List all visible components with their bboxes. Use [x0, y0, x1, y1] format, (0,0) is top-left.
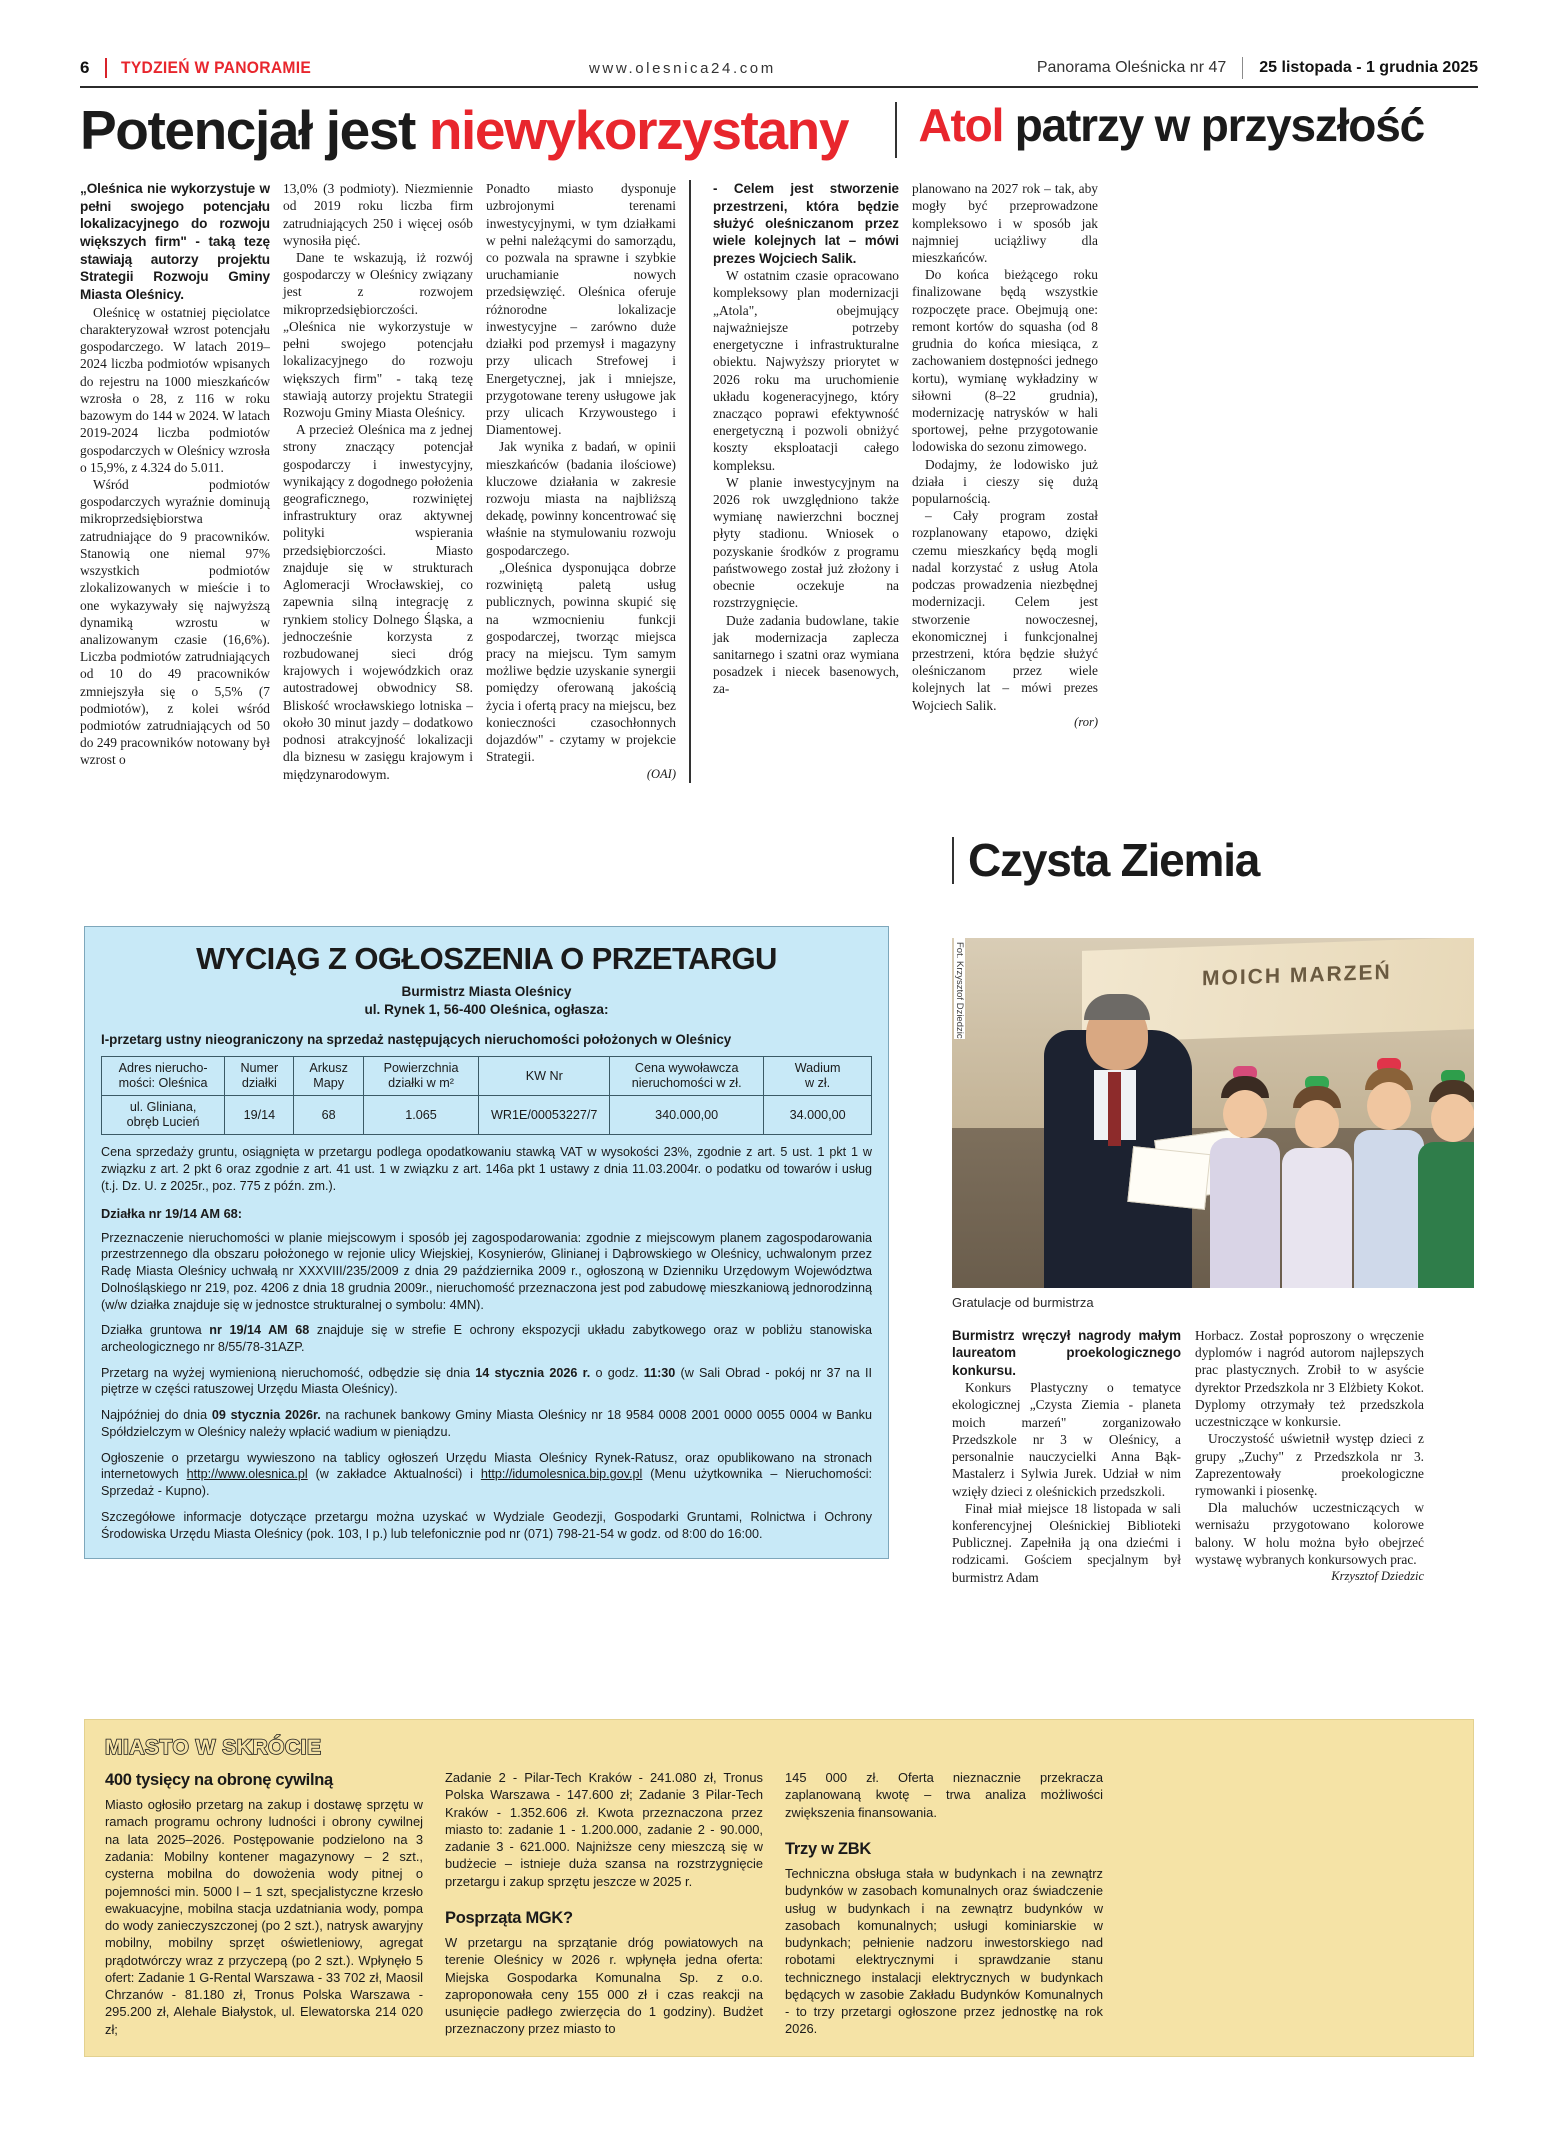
tender-lead: I-przetarg ustny nieograniczony na sprzedaż następujących nieruchomości położonych w Oleśnicy [101, 1031, 732, 1047]
th-map-sheet: Arkusz Mapy [294, 1056, 363, 1095]
td-address: ul. Gliniana, obręb Lucień [102, 1096, 225, 1135]
brief-body-civil-defense: Miasto ogłosiło przetarg na zakup i dostawę sprzętu w ramach programu ochrony ludności i obrony cywilnej na lata 2025–2026. Postępowanie podzielono na 3 zadania: Mobilny kontener magazynowy – 2 szt., cysterna mobilna do dowożenia wody pitnej o pojemności min. 5000 l – 1 szt, specjalistyczne krzesło ewakuacyjne, mobilna stacja uzdatniania wody, pompa do wody zanieczyszczonej (po 2 szt.), natrysk awaryjny mobilny, mobilny sprzęt oświetleniowy, agregat prądotwórczy wraz z przyczepą (po 2 szt.). Wpłynęło 5 ofert: Zadanie 1 G-Rental Warszawa - 33 702 zł, Maosil Chrzanów - 81.180 zł, Tronus Polska Warszawa - 295.200 zł, Alehale Białystok, ul. Elewatorska 214 020 zł; [105, 1797, 423, 2037]
photo-credit: Fot. Krzysztof Dziedzic [954, 938, 965, 1039]
td-map-sheet: 68 [294, 1096, 363, 1135]
tender-subtitle-2: ul. Rynek 1, 56-400 Oleśnica, ogłasza: [364, 1002, 609, 1018]
atol-c2-p4: – Cały program został rozplanowany etapowo, dzięki czemu mieszkańcy będą mogli nadal korzystać z usług Atola podczas prowadzenia niezbędnej modernizacji. Celem jest stworzenie nowoczesnej, ekonomicznej i funkcjonalnej przestrzeni, która będzie służyć oleśniczanom przez wiele kolejnych lat – mówi prezes Wojciech Salik. [912, 508, 1098, 713]
atol-c1-p2: W planie inwestycyjnym na 2026 rok uwzględniono także wymianę nawierzchni bocznej płyty stadionu. Wniosek o pozyskanie środków z programu państwowego został już złożony i obecnie oczekuje na rozstrzygnięcie. [713, 474, 899, 611]
newspaper-page [0, 50, 1558, 2152]
main-c2-p3: A przecież Oleśnica ma z jednej strony znaczący potencjał gospodarczy i inwestycyjny, wynikający z dogodnego położenia geograficznego, rozwiniętej infrastruktury oraz aktywnej polityki wspierania przedsiębiorczości. Miasto znajduje się w strukturach Aglomeracji Wrocławskiej, co zapewnia silną integrację z rynkiem stolicy Dolnego Śląska, a jednocześnie korzysta z rozbudowanej sieci dróg krajowych i wojewódzkich oraz autostradowej obwodnicy S8. Bliskość wrocławskiego lotniska – około 30 minut jazdy – dodatkowo podnosi atrakcyjność lokalizacji dla biznesu w zasięgu krajowym i międzynarodowym. [283, 422, 473, 782]
dep-c: na rachunek bankowy Gminy Miasta Oleśnicy nr 18 9584 0008 2001 0000 0055 0004 w Banku Spółdzielczym w Oleśnicy należy wpłacić wadium w pieniądzu. [101, 1408, 872, 1439]
headline-atol-wrap [895, 99, 1478, 158]
headline-row [80, 99, 1478, 161]
main-c2-p1: 13,0% (3 podmioty). Niezmiennie od 2019 roku liczba firm zatrudniających 250 i więcej osób wynosiła pięć. [283, 181, 473, 248]
atol-lead: - Celem jest stworzenie przestrzeni, która będzie służyć oleśniczanom przez wiele kolejnych lat – mówi prezes Wojciech Salik. [713, 181, 899, 266]
city-brief-box [84, 1719, 1474, 2057]
th-kw: KW Nr [479, 1056, 610, 1095]
table-row [102, 1096, 872, 1135]
tender-title: WYCIĄG Z OGŁOSZENIA O PRZETARGU [196, 941, 777, 976]
brief-column-1 [105, 1769, 445, 2038]
atol-c2-p2: Do końca bieżącego roku finalizowane będą wszystkie rozpoczęte prace. Obejmują one: remont kortów do squasha (od 8 grudnia do końca miesiąca, z zachowaniem dostępności jednego kortu), wymianę wykładziny w siłowni (8–22 grudnia), modernizację natrysków w hali sportowej, pełne przygotowanie lodowiska do sezonu zimowego. [912, 267, 1098, 455]
th-area: Powierzchnia działki w m² [363, 1056, 479, 1095]
th-address: Adres nierucho- mości: Oleśnica [102, 1056, 225, 1095]
brief-body-mgk-continued: 145 000 zł. Oferta nieznacznie przekracza zaplanowaną kwotę – trwa analiza możliwości zwiększenia finansowania. [785, 1770, 1103, 1820]
city-brief-columns [105, 1769, 1453, 2038]
issue-date: 25 listopada - 1 grudnia 2025 [1259, 59, 1479, 76]
date-e: (w Sali Obrad - pokój nr 37 na II piętrze w części ratuszowej Urzędu Miasta Oleśnicy). [101, 1365, 873, 1397]
main-column-2 [283, 180, 486, 783]
brief-column-2 [445, 1769, 785, 2038]
tender-paragraph-zone [101, 1322, 872, 1355]
photo-diploma-2 [1127, 1146, 1210, 1210]
atol-column-1 [713, 180, 912, 783]
atol-c1-p1: W ostatnim czasie opracowano kompleksowy plan modernizacji „Atola", obejmujący najważniejsze potrzeby energetyczne i infrastrukturalne obiektu. Najwyższy priorytet w 2026 roku ma uruchomienie układu kogeneracyjnego, który znacząco poprawi efektywność energetyczną i pozwoli obniżyć koszty eksploatacji całego kompleksu. [713, 268, 899, 473]
atol-article [689, 180, 1111, 783]
tender-link-olesnica[interactable]: http://www.olesnica.pl [186, 1467, 308, 1482]
main-lead: „Oleśnica nie wykorzystuje w pełni swojego potencjału lokalizacyjnego do rozwoju większych firm" - taką tezę stawiają autorzy projektu Strategii Rozwoju Gminy Miasta Oleśnicy. [80, 181, 270, 303]
website-url[interactable]: www.olesnica24.com [588, 59, 776, 77]
tender-subtitle-1: Burmistrz Miasta Oleśnicy [401, 984, 572, 999]
headline-atol-part1: Atol [918, 99, 1004, 151]
td-kw: WR1E/00053227/7 [479, 1096, 610, 1135]
ziemia-c2-p1: Horbacz. Został poproszony o wręczenie dyplomów i nagród autorom najlepszych prac plastycznych. Zrobił to w asyście dyrektor Przedszkola nr 3 Elżbiety Kokot. Dyplomy otrzymały też przedszkola uczestniczące w konkursie. [1195, 1328, 1424, 1430]
td-price: 340.000,00 [610, 1096, 764, 1135]
ziemia-columns [952, 1327, 1474, 1586]
date-b: 14 stycznia 2026 r. [475, 1365, 591, 1380]
pub-b: (w zakładce Aktualności) i [307, 1467, 481, 1482]
tender-table-body [102, 1096, 872, 1135]
dep-b: 09 stycznia 2026r. [211, 1408, 321, 1423]
tender-paragraph-plan: Przeznaczenie nieruchomości w planie miejscowym i sposób jej zagospodarowania: zgodnie z miejscowym planem zagospodarowania przestrzennego dla obszaru położonego w rejonie ulicy Wiejskiej, Kosynierów, Glinianej i Dąbrowskiego w Oleśnicy, uchwalonym przez Radę Miasta Oleśnicy uchwałą nr XXXVIII/235/2009 z dnia 29 października 2009 r., ogłoszoną w Dzienniku Urzędowym Województwa Dolnośląskiego nr 219, poz. 4206 z dnia 18 grudnia 2009r., nieruchomość przeznaczona jest pod zabudowę mieszkaniową jednorodzinną (w/w działka znajduje się w jednostce strukturalnej o symbolu: 4MN). [101, 1230, 872, 1312]
main-signature: (OAI) [646, 766, 676, 781]
pub-c: (Menu użytkownika – Nieruchomości: Sprzedaż - Kupno). [101, 1467, 873, 1499]
photo-caption: Gratulacje od burmistrza [952, 1295, 1094, 1310]
atol-column-2 [912, 180, 1111, 783]
ziemia-c2-p3: Dla maluchów uczestniczących w wernisażu przygotowano kolorowe balony. W holu można było obejrzeć wystawę wybranych konkursowych prac. [1195, 1500, 1424, 1567]
ziemia-photo-block [952, 938, 1474, 1310]
brief-title-mgk: Posprząta MGK? [445, 1908, 573, 1927]
ziemia-c1-p1: Konkurs Plastyczny o tematyce ekologicznej „Czysta Ziemia - planeta moich marzeń" zorganizowało Przedszkole nr 3 w Oleśnicy, a personalnie nauczycielki Anna Bąk-Mastalerz i Sylwia Jurek. Udział w nim wzięły dzieci z oleśnickich przedszkoli. [952, 1380, 1181, 1499]
article-columns [80, 180, 1478, 783]
event-photo [952, 938, 1474, 1288]
brief-title-civil-defense: 400 tysięcy na obronę cywilną [105, 1771, 333, 1789]
headline-atol [918, 99, 1478, 151]
headline-atol-part2: patrzy w przyszłość [1003, 99, 1424, 151]
dep-a: Najpóźniej do dnia [101, 1408, 212, 1423]
tender-paragraph-deposit [101, 1407, 872, 1440]
th-price: Cena wywoławcza nieruchomości w zł. [610, 1056, 764, 1095]
ziemia-c2-p2: Uroczystość uświetnił występ dzieci z grupy „Zuchy" z Przedszkola nr 3. Zaprezentowały proekologiczne rymowanki i piosenkę. [1195, 1431, 1424, 1498]
brief-body-zbk: Techniczna obsługa stała w budynkach i na zewnątrz budynków w zasobach komunalnych oraz świadczenie usług w budynkach i na zewnątrz budynków w zasobach komunalnych; usługi kominiarskie w budynkach; pełnienie nadzoru inwestorskiego nad robotami elektrycznymi i sprawdzanie stanu technicznego instalacji elektrycznych w budynkach będących w zasobie Zakładu Budynków Komunalnych - to trzy przetargi ogłoszone przez jednostkę na rok 2026. [785, 1865, 1103, 2037]
atol-signature: (ror) [1074, 714, 1098, 729]
photo-banner-text: MOICH MARZEŃ [1202, 960, 1392, 991]
td-deposit: 34.000,00 [764, 1096, 872, 1135]
th-plot-number: Numer działki [225, 1056, 294, 1095]
tender-paragraph-date [101, 1365, 872, 1398]
masthead [80, 50, 1478, 88]
paper-issue: Panorama Oleśnicka nr 47 [1036, 59, 1227, 76]
ziemia-c1-p2: Finał miał miejsce 18 listopada w sali konferencyjnej Oleśnickiej Biblioteki Publicznej. Zapełniła ją ona dziećmi i rodzicami. Gościem specjalnym był burmistrz Adam [952, 1500, 1181, 1585]
atol-c2-p3: Dodajmy, że lodowisko już działa i cieszy się dużą popularnością. [912, 456, 1098, 507]
page-number: 6 [80, 58, 90, 77]
date-c: o godz. [590, 1365, 644, 1380]
masthead-vline [1242, 57, 1243, 79]
th-deposit: Wadium w zł. [764, 1056, 872, 1095]
brief-body-mgk: W przetargu na sprzątanie dróg powiatowych na terenie Oleśnicy w 2026 r. wpłynęła jedna oferta: Miejska Gospodarka Komunalna Sp. z o.o. zaproponowała ceny 155 000 zł i czas reakcji na usunięcie padłego zwierzęcia do 1 godziny). Budżet przeznaczony przez miasto to [445, 1935, 763, 2037]
ziemia-headline-wrap [952, 834, 1474, 886]
ziemia-lead: Burmistrz wręczył nagrody małym laureatom proekologicznego konkursu. [952, 1328, 1181, 1378]
tender-heading-plot: Działka nr 19/14 AM 68: [101, 1205, 243, 1221]
main-c1-p1: Oleśnicę w ostatniej pięciolatce charakteryzował wzrost potencjału gospodarczego. W latach 2019–2024 liczba podmiotów wpisanych do rejestru na 1000 mieszkańców wzrosła o 28, z 116 w roku bazowym do 144 w 2024. W latach 2019-2024 liczba podmiotów gospodarczych w Oleśnicy wzrosła o 15,9%, z 4.324 do 5.011. [80, 304, 270, 475]
photo-child-4 [1418, 1070, 1474, 1288]
tender-link-bip[interactable]: http://idumolesnica.bip.gov.pl [480, 1467, 643, 1482]
tender-paragraph-publication [101, 1450, 872, 1500]
main-c1-p2: Wśród podmiotów gospodarczych wyraźnie dominują mikroprzedsiębiorstwa zatrudniające do 9 pracowników. Stanowią one niemal 97% wszystkich podmiotów zlokalizowanych w mieście i to one wykazywały się najwyższą dynamiką wzrostu w analizowanym czasie (16,6%). Liczba podmiotów zatrudniających od 10 do 49 pracowników zmniejszyła się o 5,5% (7 podmiotów), z kolei wśród podmiotów zatrudniających od 50 do 249 pracowników notowany był wzrost o [80, 476, 270, 768]
main-c2-p2: Dane te wskazują, iż rozwój gospodarczy w Oleśnicy związany jest z rozwojem mikroprzedsiębiorczości. „Oleśnica nie wykorzystuje w pełni swojego potencjału lokalizacyjnego do rozwoju większych firm" - taką tezę stawiają autorzy projektu Strategii Rozwoju Gminy Miasta Oleśnicy. [283, 249, 473, 420]
headline-main-part2: niewykorzystany [428, 99, 849, 161]
headline-ziemia: Czysta Ziemia [968, 834, 1260, 886]
main-c3-p3: „Oleśnica dysponująca dobrze rozwiniętą paletą usług publicznych, powinna skupić się na wzmocnieniu funkcji gospodarczej, tworząc miejsca pracy na miejscu. Tym samym możliwe będzie uzyskanie synergii pomiędzy oferowaną jakością życia i ofertą pracy na miejscu, bez konieczności czasochłonnych dojazdów" - czytamy w projekcie Strategii. [486, 559, 676, 765]
zone-b: nr 19/14 AM 68 [209, 1323, 310, 1338]
zone-a: Działka gruntowa [101, 1323, 210, 1338]
headline-main-part1: Potencjał jest [80, 99, 429, 161]
ziemia-column-2 [1195, 1327, 1438, 1586]
headline-main [80, 99, 875, 161]
section-title: TYDZIEŃ W PANORAMIE [121, 58, 312, 77]
main-column-1 [80, 180, 283, 783]
brief-body-continued: Zadanie 2 - Pilar-Tech Kraków - 241.080 zł, Tronus Polska Warszawa - 147.600 zł; Zadanie 3 Pilar-Tech Kraków - 1.352.606 zł. Kwota przeznaczona przez miasto to: zadanie 1 - 1.200.000, zadanie 2 - 90.000, zadanie 3 - 621.000. Najniższe ceny mieszczą się w budżecie – istnieje duża szansa na rozstrzygnięcie przetargu i zakup sprzętu jeszcze w 2025 r. [445, 1770, 763, 1889]
masthead-divider [105, 58, 107, 78]
city-brief-header: MIASTO W SKRÓCIE [105, 1736, 322, 1759]
photo-child-2 [1282, 1076, 1352, 1288]
td-plot-number: 19/14 [225, 1096, 294, 1135]
atol-c1-p3: Duże zadania budowlane, takie jak modernizacja zaplecza sanitarnego i szatni oraz wymiana posadzek i niecek basenowych, za- [713, 612, 899, 697]
photo-mayor-tie [1108, 1072, 1121, 1146]
tender-notice-box [84, 926, 889, 1559]
photo-child-1 [1210, 1066, 1280, 1288]
tender-paragraph-contact: Szczegółowe informacje dotyczące przetargu można uzyskać w Wydziale Geodezji, Gospodarki Gruntami, Rolnictwa i Ochrony Środowiska Urzędu Miasta Oleśnicy (pok. 103, I p.) lub telefonicznie pod nr (071) 798-21-54 w godz. od 8:00 do 16:00. [101, 1509, 872, 1541]
main-c3-p2: Jak wynika z badań, w opinii mieszkańców (badania ilościowe) kluczowe działania w zakresie rozwoju miasta na najbliższą dekadę, powinny koncentrować się właśnie na stymulowaniu rozwoju gospodarczego. [486, 439, 676, 558]
main-column-3 [486, 180, 689, 783]
td-area: 1.065 [363, 1096, 479, 1135]
tender-table-head [102, 1056, 872, 1095]
photo-credit-strip [952, 938, 968, 1288]
table-header-row [102, 1056, 872, 1095]
headline-main-wrap [80, 99, 895, 161]
date-a: Przetarg na wyżej wymienioną nieruchomość, odbędzie się dnia [101, 1365, 476, 1380]
brief-title-zbk: Trzy w ZBK [785, 1839, 871, 1858]
atol-c2-p1: planowano na 2027 rok – tak, aby mogły być przeprowadzone kompleksowo i w sposób jak najmniej uciążliwy dla mieszkańców. [912, 181, 1098, 265]
photo-child-3 [1354, 1058, 1424, 1288]
main-c3-p1: Ponadto miasto dysponuje uzbrojonymi terenami inwestycyjnymi, w tym działkami w pełni należącymi do samorządu, co pozwala na sprawne i szybkie uruchamianie nowych przedsięwzięć. Oleśnica oferuje różnorodne lokalizacje inwestycyjne – zarówno duże działki pod przemysł i magazyny przy ulicach Strefowej i Energetycznej, jak i mniejsze, przygotowane tereny usługowe jak przy ulicach Krzywoustego i Diamentowej. [486, 181, 676, 438]
ziemia-signature: Krzysztof Dziedzic [1331, 1569, 1424, 1584]
brief-column-3 [785, 1769, 1125, 2038]
tender-paragraph-vat: Cena sprzedaży gruntu, osiągnięta w przetargu podlega opodatkowaniu stawką VAT w wysokości 23%, zgodnie z art. 5 ust. 1 pkt 1 w związku z art. 2 pkt 6 oraz zgodnie z art. 41 ust. 1 w związku z art. 146a pkt 1 ustawy z dnia 11.03.2004r. o podatku od towarów i usług (t.j. Dz. U. z 2025r., poz. 775 z późn. zm.). [101, 1145, 872, 1193]
ziemia-column-1 [952, 1327, 1195, 1586]
tender-table [101, 1056, 872, 1135]
pub-a: Ogłoszenie o przetargu wywieszono na tablicy ogłoszeń Urzędu Miasta Oleśnicy Rynek-Ratusz, oraz opublikowano na stronach internetowych [101, 1450, 872, 1482]
date-d: 11:30 [643, 1365, 676, 1380]
zone-c: znajduje się w strefie E ochrony ekspozycji układu zabytkowego oraz w pobliżu stanowiska archeologicznego nr 8/55/78-31AZP. [101, 1323, 873, 1355]
